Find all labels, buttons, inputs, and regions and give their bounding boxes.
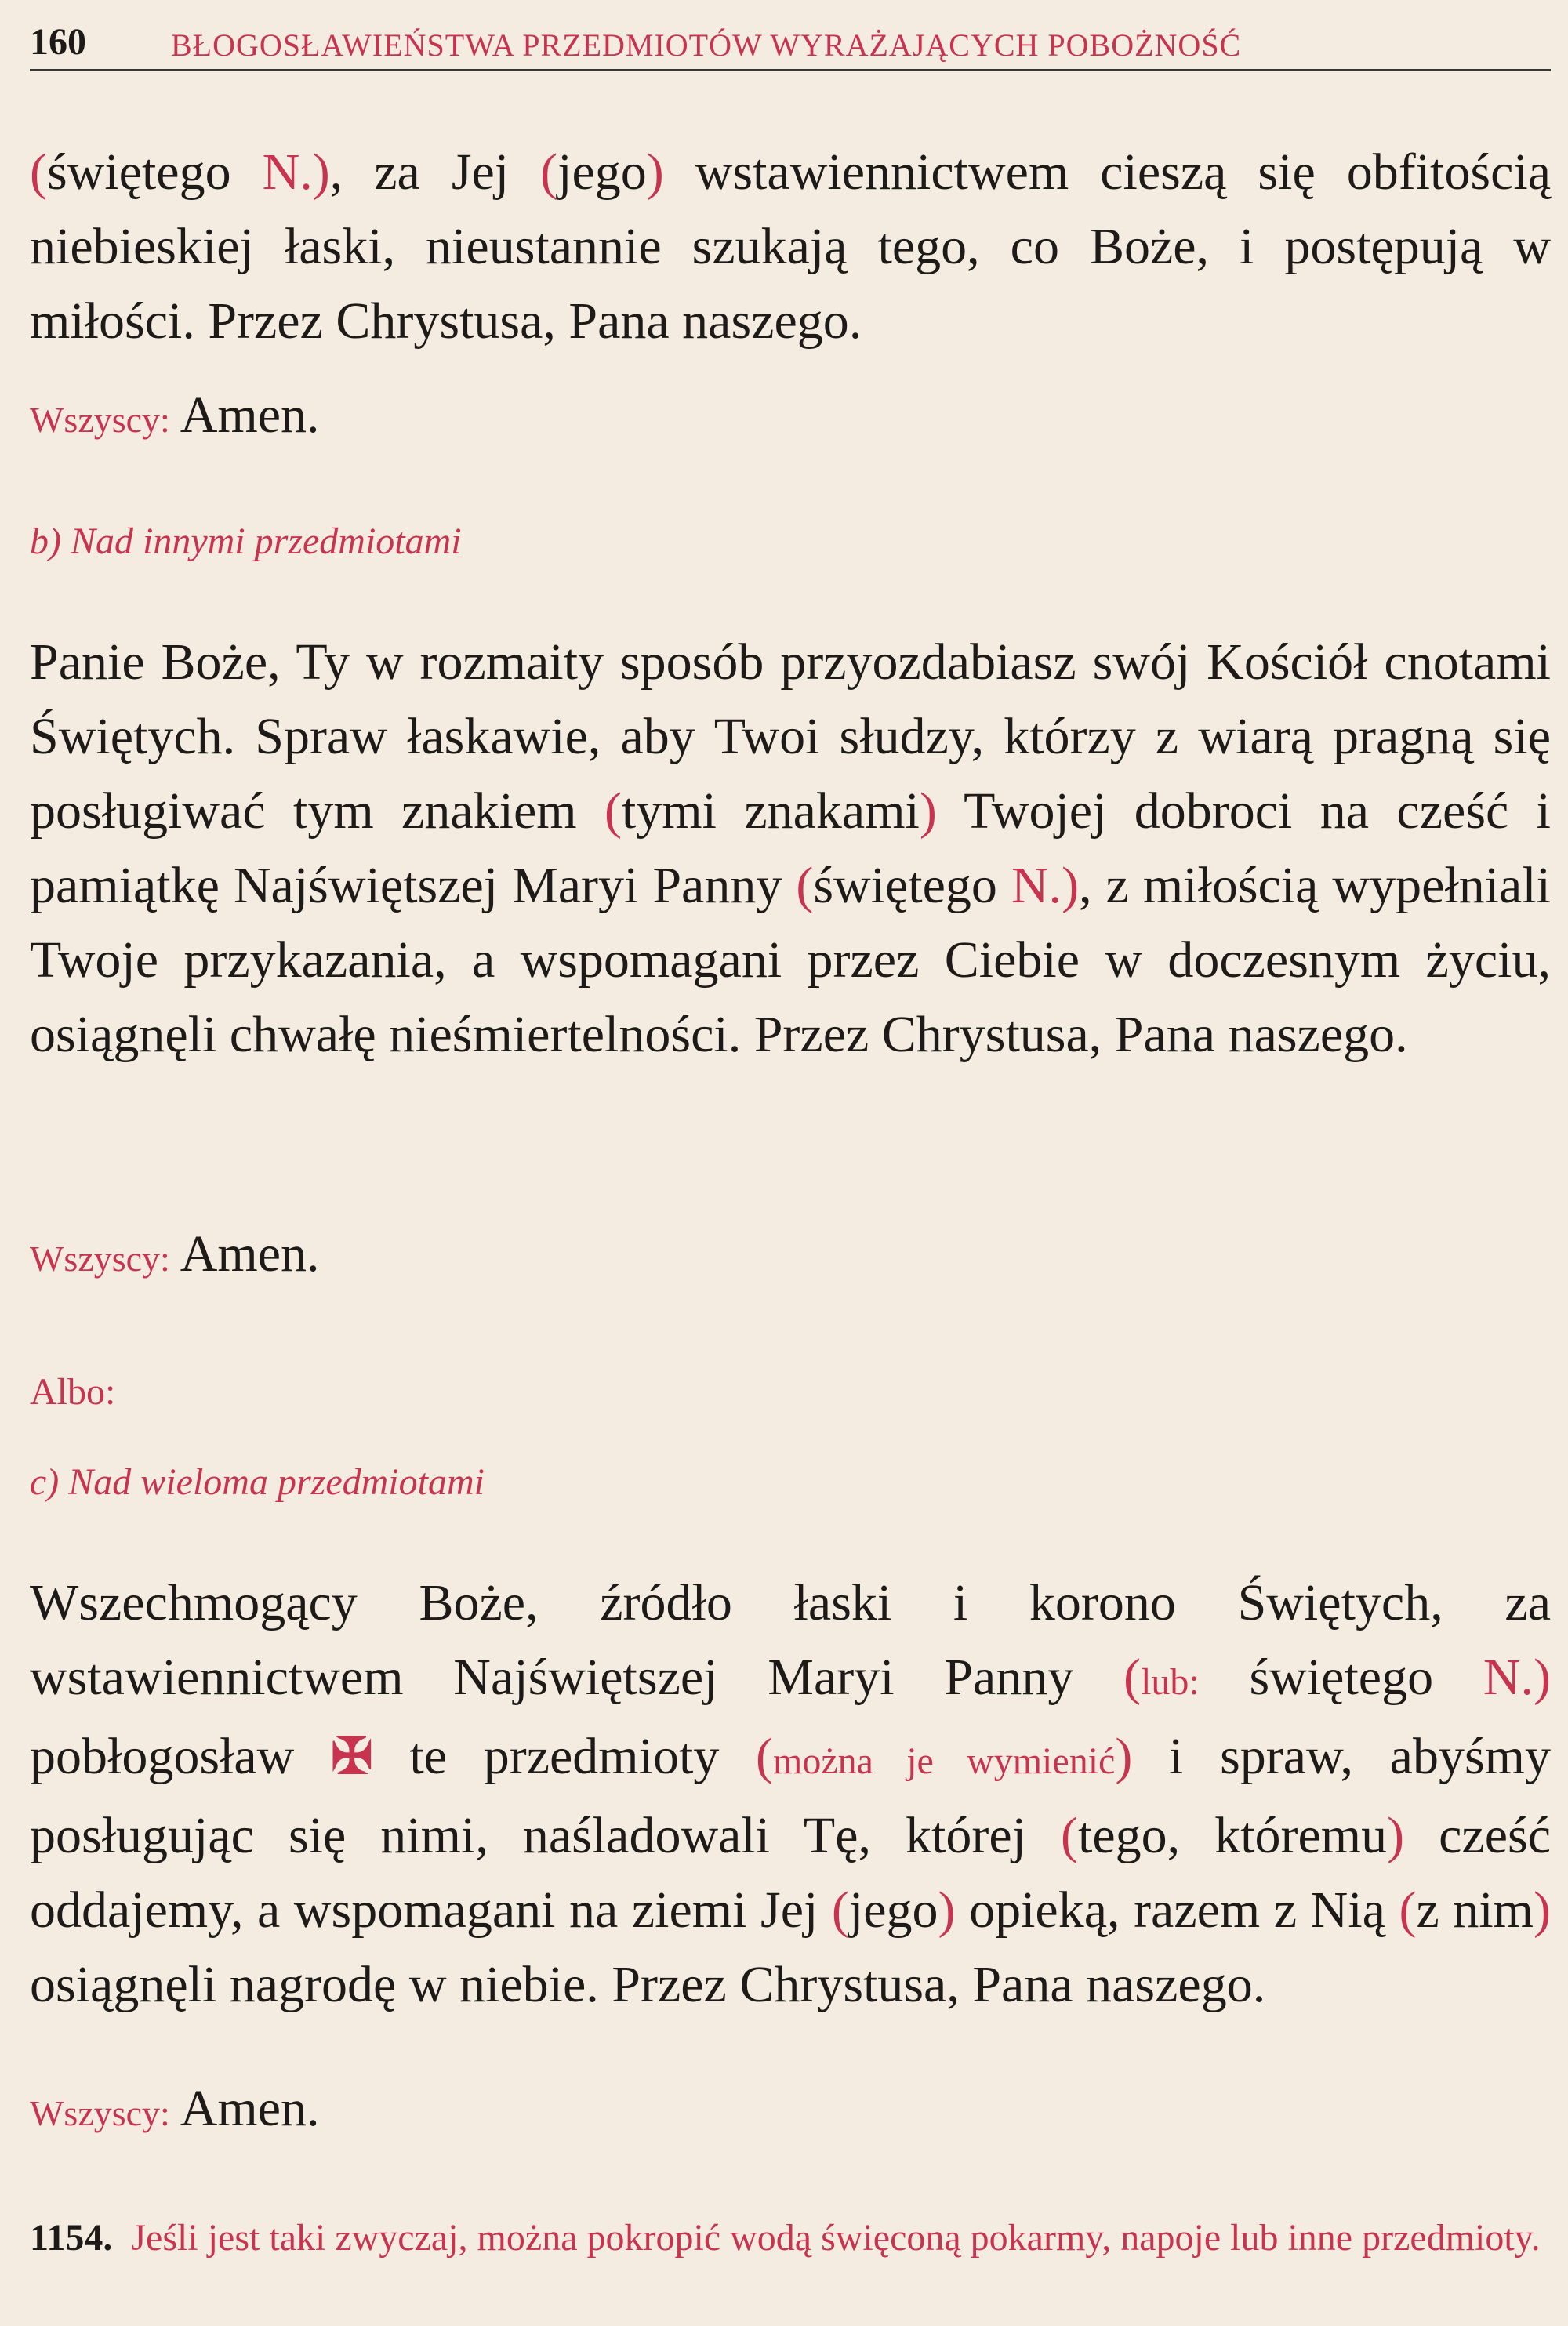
response-text: Amen. [180, 2080, 320, 2137]
text: wstawiennictwem cieszą się obfitością niebieskiej łaski, nieustannie szukają tego, co Boże, i postępują w miłości. Przez Chrystusa, Pana naszego. [30, 143, 1552, 350]
text: tego, któremu [1078, 1807, 1388, 1864]
response-amen-2 [30, 1225, 320, 1284]
name-placeholder: N. [1483, 1649, 1534, 1706]
text: jego [848, 1881, 938, 1939]
paren: ) [1115, 1728, 1133, 1785]
paren: ) [1387, 1807, 1405, 1864]
response-text: Amen. [180, 1225, 320, 1283]
text: osiągnęli nagrodę w niebie. Przez Chrystusa, Pana naszego. [30, 1956, 1266, 2013]
text: Wszechmogący Boże, źródło łaski i korono Świętych, za wstawiennictwem Najświętszej Maryi Panny [30, 1574, 1551, 1706]
paren: ) [1534, 1649, 1552, 1706]
paren: ( [540, 143, 558, 201]
paren: ( [1061, 1807, 1079, 1864]
paren: ( [1399, 1881, 1417, 1939]
paren: ( [756, 1728, 774, 1785]
text: opieką, razem z Nią [955, 1881, 1399, 1939]
response-speaker: Wszyscy: [30, 1239, 170, 1279]
text: tymi znakami [621, 782, 920, 840]
note-text: Jeśli jest taki zwyczaj, można pokropić wodą święconą pokarmy, napoje lub inne przedmioty. [131, 2217, 1541, 2259]
paren: ) [1534, 1881, 1552, 1939]
text: pobłogosław [30, 1728, 332, 1785]
inline-rubric: można je wymienić [773, 1740, 1116, 1782]
rubric-b-heading: b) Nad innymi przedmiotami [30, 521, 462, 562]
note-number: 1154. [30, 2217, 113, 2259]
running-header [30, 20, 1551, 75]
paren: ( [1123, 1649, 1142, 1706]
rubric-albo: Albo: [30, 1371, 116, 1413]
paren: ) [919, 782, 937, 840]
text: z nim [1416, 1881, 1534, 1939]
text: , z miłością wypełniali Twoje przykazania, a wspomagani przez Ciebie w doczesnym życiu, osiągnęli chwałę nieśmiertelności. Przez Chrystusa, Pana naszego. [30, 857, 1552, 1063]
running-title: BŁOGOSŁAWIEŃSTWA PRZEDMIOTÓW WYRAŻAJĄCYCH POBOŻNOŚĆ [171, 27, 1242, 63]
prayer-b [30, 625, 1551, 1072]
paren: ( [30, 143, 47, 201]
text: , za Jej [329, 143, 541, 201]
text: Twojej dobroci na cześć i pamiątkę Najświętszej Maryi Panny [30, 782, 1552, 914]
prayer-a-ending [30, 135, 1551, 358]
rubric-note-1154 [30, 2211, 1551, 2266]
response-speaker: Wszyscy: [30, 2093, 170, 2133]
prayer-c [30, 1566, 1551, 2022]
rubric-lub: lub: [1141, 1661, 1200, 1703]
paren: ) [312, 143, 330, 201]
header-rule [30, 69, 1551, 71]
paren: ) [1062, 857, 1080, 914]
response-amen-1 [30, 386, 320, 445]
page-number: 160 [30, 21, 86, 63]
response-amen-3 [30, 2079, 320, 2139]
text: świętego [46, 143, 263, 201]
name-placeholder: N. [1011, 857, 1062, 914]
paren: ( [796, 857, 814, 914]
text: jego [557, 143, 647, 201]
paren: ( [831, 1881, 849, 1939]
text: świętego [813, 857, 1011, 914]
paren: ( [604, 782, 622, 840]
text: cześć oddajemy, a wspomagani na ziemi Jej [30, 1807, 1551, 1939]
text: świętego [1199, 1649, 1483, 1706]
text: i spraw, abyśmy posługując się nimi, naśladowali Tę, której [30, 1728, 1551, 1864]
response-speaker: Wszyscy: [30, 400, 170, 440]
text: te przedmioty [372, 1728, 757, 1785]
text: Panie Boże, Ty w rozmaity sposób przyozdabiasz swój Kościół cnotami Świętych. Spraw łaskawie, aby Twoi słudzy, którzy z wiarą pragną się posługiwać tym znakiem [30, 633, 1551, 840]
response-text: Amen. [180, 386, 320, 444]
paren: ) [646, 143, 664, 201]
sign-of-cross-icon: ✠ [331, 1729, 373, 1784]
paren: ) [938, 1881, 956, 1939]
name-placeholder: N. [262, 143, 313, 201]
rubric-c-heading: c) Nad wieloma przedmiotami [30, 1461, 485, 1503]
